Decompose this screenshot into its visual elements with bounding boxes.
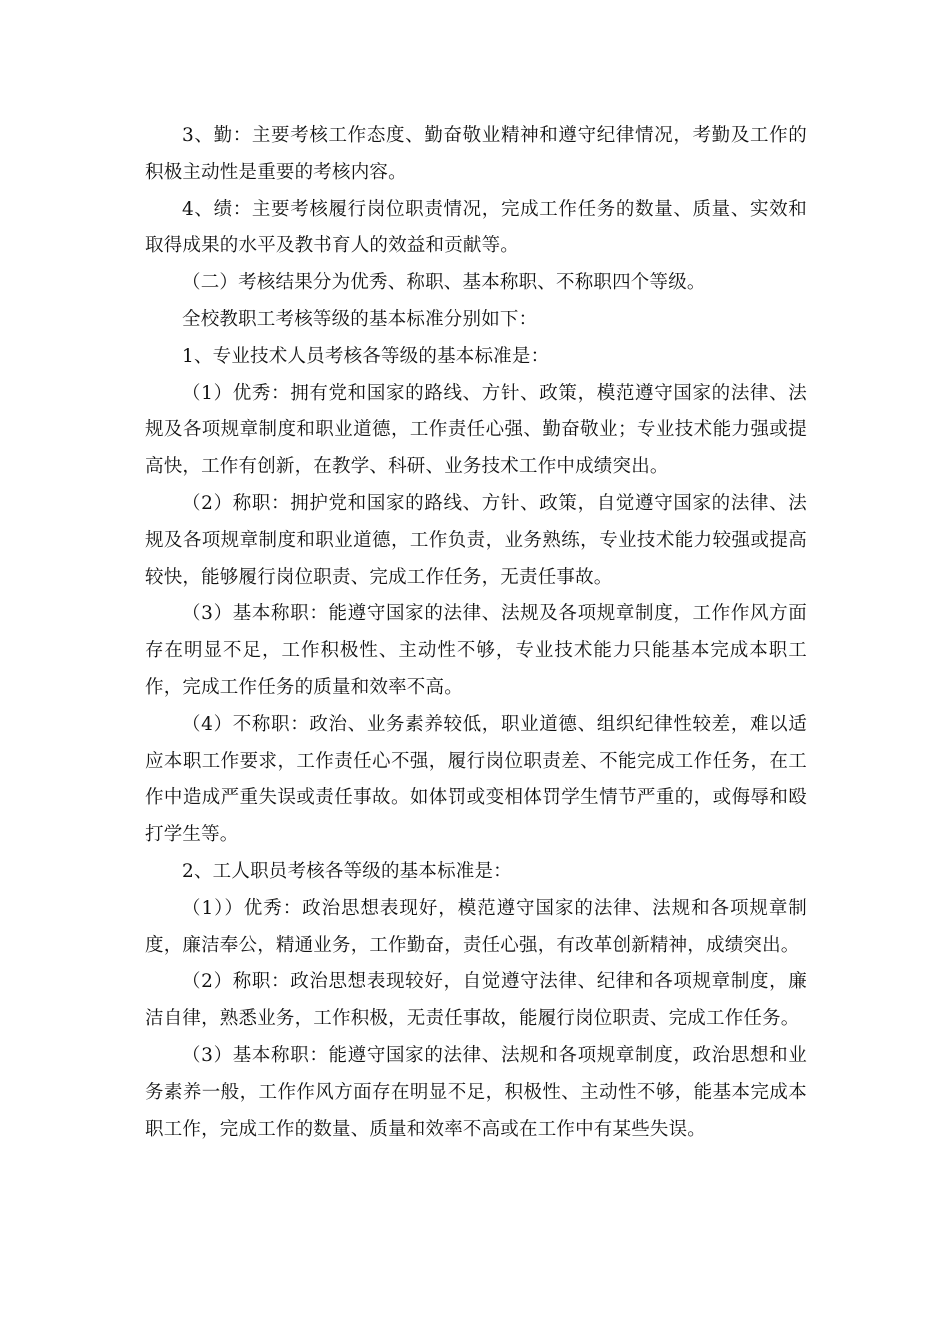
paragraph-worker-competent: （2）称职：政治思想表现较好，自觉遵守法律、纪律和各项规章制度，廉洁自律，熟悉业务，工作积极，无责任事故，能履行岗位职责、完成工作任务。 — [145, 971, 807, 1030]
paragraph-tech-staff-heading: 1、专业技术人员考核各等级的基本标准是： — [182, 345, 550, 367]
paragraph-worker-heading: 2、工人职员考核各等级的基本标准是： — [182, 860, 512, 882]
paragraph-tech-incompetent: （4）不称职：政治、业务素养较低，职业道德、组织纪律性较差，难以适应本职工作要求，工作责任心不强，履行岗位职责差、不能完成工作任务，在工作中造成严重失误或责任事故。如体罚或变相体罚学生情节严重的，或侮辱和殴打学生等。 — [145, 713, 807, 846]
paragraph-tech-competent: （2）称职：拥护党和国家的路线、方针、政策，自觉遵守国家的法律、法规及各项规章制度和职业道德，工作负责，业务熟练，专业技术能力较强或提高较快，能够履行岗位职责、完成工作任务，无责任事故。 — [145, 492, 807, 588]
paragraph-result-levels: （二）考核结果分为优秀、称职、基本称职、不称职四个等级。 — [182, 272, 706, 294]
paragraph-worker-basic-competent: （3）基本称职：能遵守国家的法律、法规和各项规章制度，政治思想和业务素养一般，工作作风方面存在明显不足，积极性、主动性不够，能基本完成本职工作，完成工作的数量、质量和效率不高或在工作中有某些失误。 — [145, 1044, 807, 1140]
document-body — [145, 118, 807, 1148]
paragraph-tech-basic-competent: （3）基本称职：能遵守国家的法律、法规及各项规章制度，工作作风方面存在明显不足，工作积极性、主动性不够，专业技术能力只能基本完成本职工作，完成工作任务的质量和效率不高。 — [145, 603, 807, 698]
paragraph-ji: 4、绩：主要考核履行岗位职责情况，完成工作任务的数量、质量、实效和取得成果的水平及教书育人的效益和贡献等。 — [145, 198, 807, 257]
paragraph-qin: 3、勤：主要考核工作态度、勤奋敬业精神和遵守纪律情况，考勤及工作的积极主动性是重要的考核内容。 — [145, 125, 807, 183]
paragraph-tech-excellent: （1）优秀：拥有党和国家的路线、方针、政策，模范遵守国家的法律、法规及各项规章制度和职业道德，工作责任心强、勤奋敬业；专业技术能力强或提高快，工作有创新，在教学、科研、业务技术工作中成绩突出。 — [145, 382, 807, 478]
paragraph-standards-intro: 全校教职工考核等级的基本标准分别如下： — [182, 308, 538, 330]
paragraph-worker-excellent: （1））优秀：政治思想表现好，模范遵守国家的法律、法规和各项规章制度，廉洁奉公，精通业务，工作勤奋，责任心强，有改革创新精神，成绩突出。 — [145, 897, 807, 956]
